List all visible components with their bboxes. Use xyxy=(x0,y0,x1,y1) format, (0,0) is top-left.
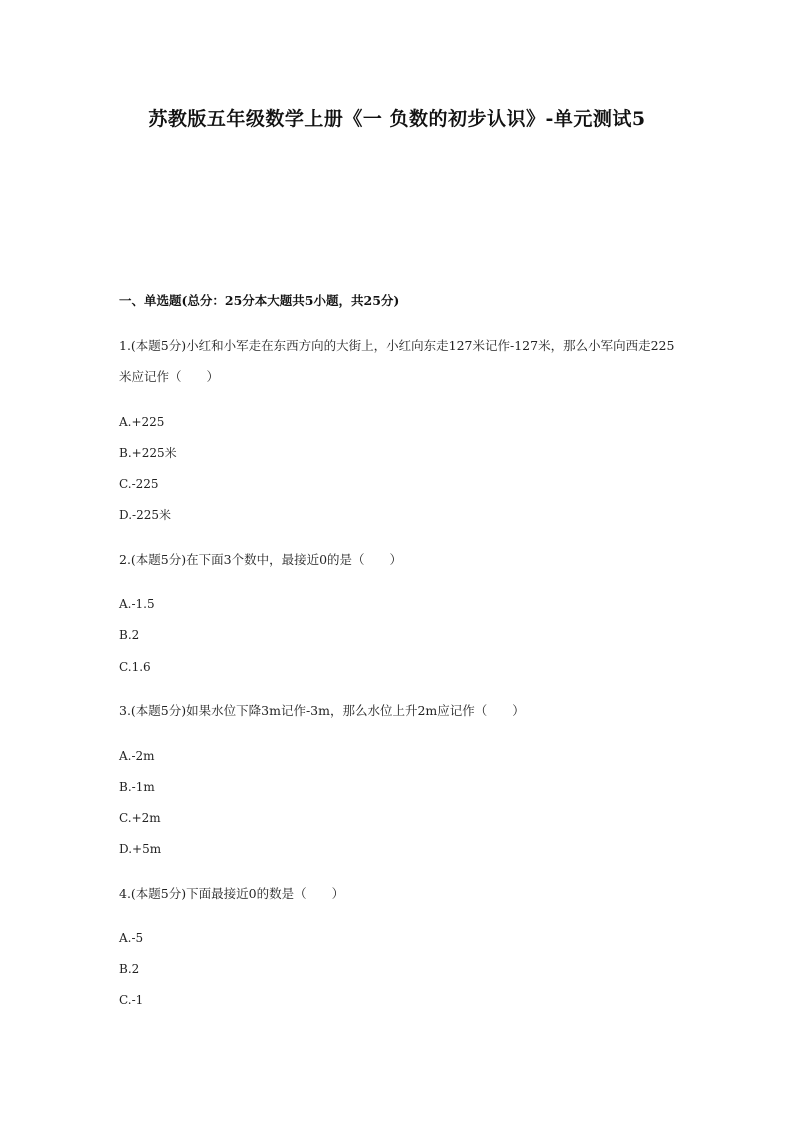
question-3-text: 3.(本题5分)如果水位下降3m记作-3m，那么水位上升2m应记作（ ） xyxy=(119,703,525,718)
question-4-option-a[interactable]: A.-5 xyxy=(119,931,144,945)
question-1-option-c[interactable]: C.-225 xyxy=(119,477,159,491)
question-3-option-d[interactable]: D.+5m xyxy=(119,842,162,856)
question-4-option-b[interactable]: B.2 xyxy=(119,962,140,976)
question-2-option-b[interactable]: B.2 xyxy=(119,628,140,642)
question-3-option-b[interactable]: B.-1m xyxy=(119,780,155,794)
question-1-option-a[interactable]: A.+225 xyxy=(119,415,165,429)
question-2-text: 2.(本题5分)在下面3个数中，最接近0的是（ ） xyxy=(119,552,403,567)
question-4-option-c[interactable]: C.-1 xyxy=(119,993,144,1007)
question-3-option-a[interactable]: A.-2m xyxy=(119,749,155,763)
question-1-option-b[interactable]: B.+225米 xyxy=(119,446,177,460)
question-4-text: 4.(本题5分)下面最接近0的数是（ ） xyxy=(119,886,345,901)
question-1-option-d[interactable]: D.-225米 xyxy=(119,508,171,522)
question-2-option-c[interactable]: C.1.6 xyxy=(119,660,151,674)
section-heading: 一、单选题(总分：25分本大题共5小题，共25分) xyxy=(119,293,400,308)
question-2-option-a[interactable]: A.-1.5 xyxy=(119,597,155,611)
document-title: 苏教版五年级数学上册《一 负数的初步认识》-单元测试5 xyxy=(148,108,646,130)
question-3-option-c[interactable]: C.+2m xyxy=(119,811,161,825)
question-1-text: 1.(本题5分)小红和小军走在东西方向的大街上，小红向东走127米记作-127米，那么小军向西走225米应记作（ ） xyxy=(119,338,675,384)
